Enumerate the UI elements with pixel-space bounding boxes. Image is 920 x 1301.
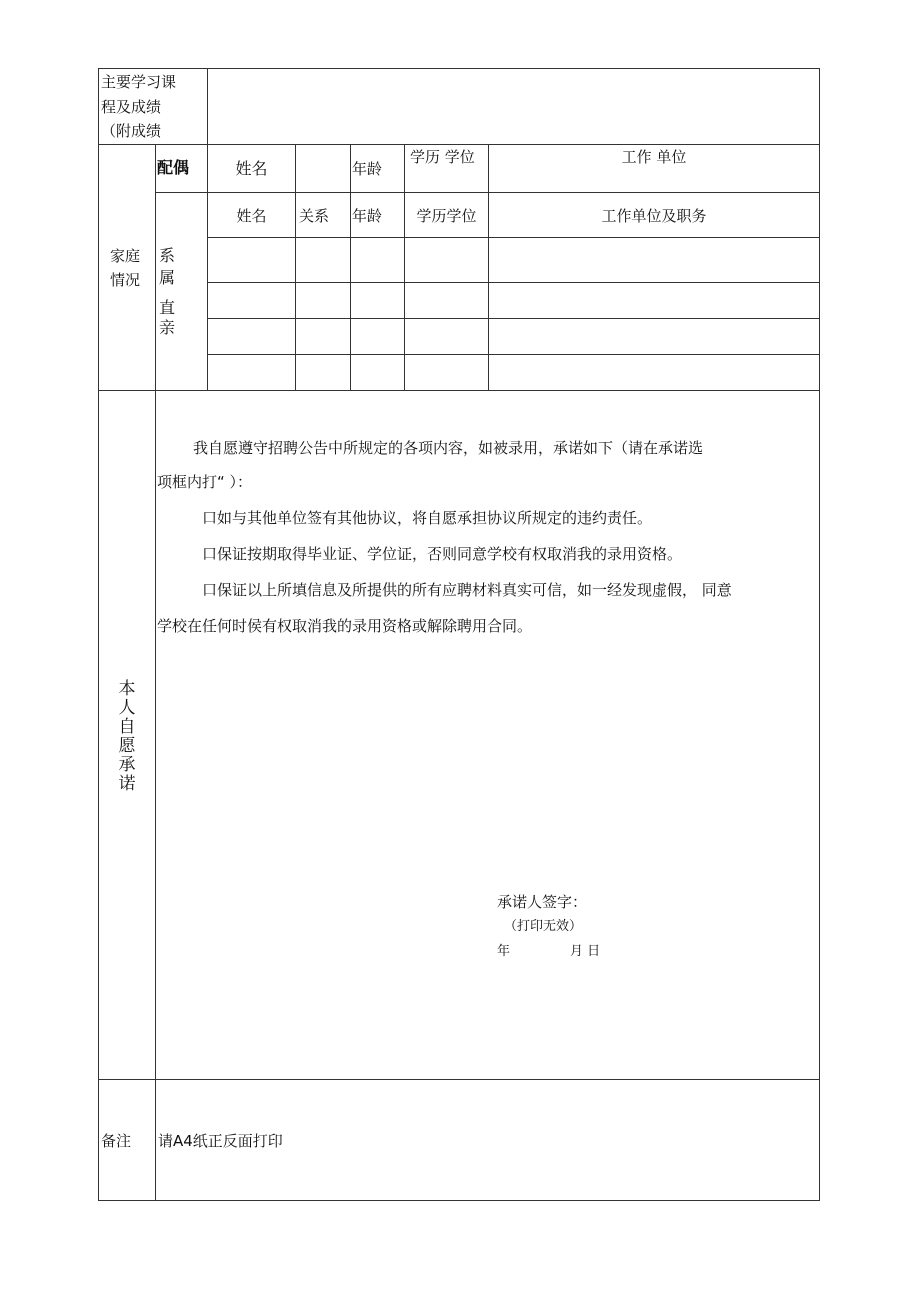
date-year: 年 <box>497 944 511 959</box>
spouse-name-header: 姓名 <box>235 159 268 178</box>
relatives-label-line4: 亲 <box>158 318 175 337</box>
pledge-item-2: 口保证按期取得毕业证、学位证，否则同意学校有权取消我的录用资格。 <box>202 545 683 563</box>
relatives-label-line3: 直 <box>158 298 175 317</box>
spouse-age-header: 年龄 <box>352 160 383 178</box>
spouse-work-header: 工作 单位 <box>621 148 687 166</box>
relatives-work-header: 工作单位及职务 <box>601 207 707 225</box>
signature-label: 承诺人签字： <box>497 893 588 911</box>
relatives-row-4[interactable] <box>208 355 819 390</box>
pledge-item-3-line2: 学校在任何时侯有权取消我的录用资格或解除聘用合同。 <box>157 617 533 635</box>
date-month-day: 月 日 <box>570 944 601 959</box>
relatives-edu-header: 学历学位 <box>416 207 477 225</box>
relatives-row-1[interactable] <box>208 238 819 282</box>
family-label-line1: 家庭 <box>110 247 141 265</box>
courses-label-line2: 程及成绩 <box>101 98 162 116</box>
courses-label-line3: （附成绩 <box>101 122 162 140</box>
relatives-row-3[interactable] <box>208 319 819 354</box>
spouse-edu-header: 学历 学位 <box>410 148 475 166</box>
family-label-line2: 情况 <box>110 271 141 289</box>
signature-note: （打印无效） <box>504 919 583 934</box>
pledge-intro-line1: 我自愿遵守招聘公告中所规定的各项内容，如被录用，承诺如下（请在承诺选 <box>193 439 704 457</box>
pledge-section-label: 本人自愿承诺 <box>118 679 136 794</box>
relatives-age-header: 年龄 <box>352 207 383 225</box>
pledge-item-1: 口如与其他单位签有其他协议，将自愿承担协议所规定的违约责任。 <box>202 509 653 527</box>
courses-input-area[interactable] <box>210 72 815 140</box>
relatives-label-line2: 属 <box>158 268 175 287</box>
pledge-intro-line2: 项框内打“ ）： <box>157 473 253 491</box>
pledge-item-3-line1: 口保证以上所填信息及所提供的所有应聘材料真实可信，如一经发现虚假， 同意 <box>202 581 732 599</box>
remarks-label: 备注 <box>101 1132 132 1150</box>
relatives-relation-header: 关系 <box>298 207 329 225</box>
relatives-label-line1: 系 <box>158 246 175 265</box>
courses-label-line1: 主要学习课 <box>101 73 177 91</box>
spouse-label: 配偶 <box>157 158 190 177</box>
remarks-text: 请A4纸正反面打印 <box>158 1132 283 1150</box>
spouse-name-field[interactable] <box>298 148 348 190</box>
relatives-row-2[interactable] <box>208 283 819 318</box>
relatives-name-header: 姓名 <box>236 207 267 225</box>
